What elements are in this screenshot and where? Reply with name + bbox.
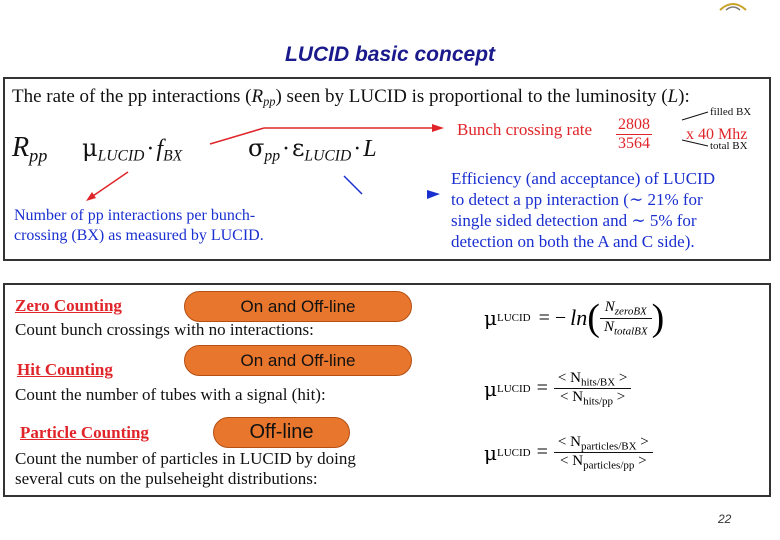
particle-counting-badge: Off-line	[213, 417, 350, 448]
number-text: Number of pp interactions per bunch- crossing (BX) as measured by LUCID.	[14, 207, 264, 244]
intro-rpp: $R_{pp}$	[251, 86, 276, 109]
bracket-arrows	[680, 108, 712, 152]
hit-counting-badge: On and Off-line	[184, 345, 412, 376]
zero-counting-formula: μ LUCID = − ln ( $\frac{N_{zeroBX}}{N_{totalBX}}$ )	[484, 297, 665, 339]
zero-counting-desc: Count bunch crossings with no interactions:	[15, 320, 314, 339]
zero-counting-heading: Zero Counting	[15, 296, 122, 315]
page-number: 22	[718, 512, 732, 526]
hit-counting-heading: Hit Counting	[17, 360, 113, 379]
formula-rpp: $R_{pp}$	[12, 132, 48, 166]
formula-mu-f: $\mu_{LUCID}\cdot f_{BX}$	[82, 134, 183, 165]
hit-counting-formula: μ LUCID = $\frac{< N_{hits/BX} >}{< N_{hits/pp} >}$	[484, 370, 631, 408]
efficiency-text: Efficiency (and acceptance) of LUCID to detect a pp interaction (∼ 21% for single sided detection and ∼ 5% for detection on both the A and C side).	[451, 169, 715, 251]
particle-counting-formula: μ LUCID = $\frac{< N_{particles/BX} >}{< N_{particles/pp} >}$	[484, 434, 653, 472]
bunch-times: x 40 Mhz	[686, 126, 748, 143]
filled-bx-note: filled BX	[710, 106, 752, 118]
intro-text-c: ):	[678, 86, 690, 107]
intro-text-a: The rate of the pp interactions (	[12, 86, 252, 107]
total-bx-note: total BX	[710, 140, 748, 152]
page-title: LUCID basic concept	[284, 43, 496, 66]
particle-counting-desc: Count the number of particles in LUCID by doing several cuts on the pulseheight distributions:	[15, 449, 356, 488]
bunch-fraction: 2808 3564	[618, 116, 650, 152]
intro-lum: L	[667, 86, 679, 107]
intro-text-b: ) seen by LUCID is proportional to the luminosity (	[275, 86, 668, 107]
formula-sigma-eps: $\sigma_{pp}\cdot\varepsilon_{LUCID}\cdot L$	[248, 134, 377, 165]
bunch-label: Bunch crossing rate	[457, 120, 593, 139]
particle-counting-heading: Particle Counting	[20, 423, 149, 442]
hit-counting-desc: Count the number of tubes with a signal (hit):	[15, 385, 326, 404]
zero-counting-badge: On and Off-line	[184, 291, 412, 322]
